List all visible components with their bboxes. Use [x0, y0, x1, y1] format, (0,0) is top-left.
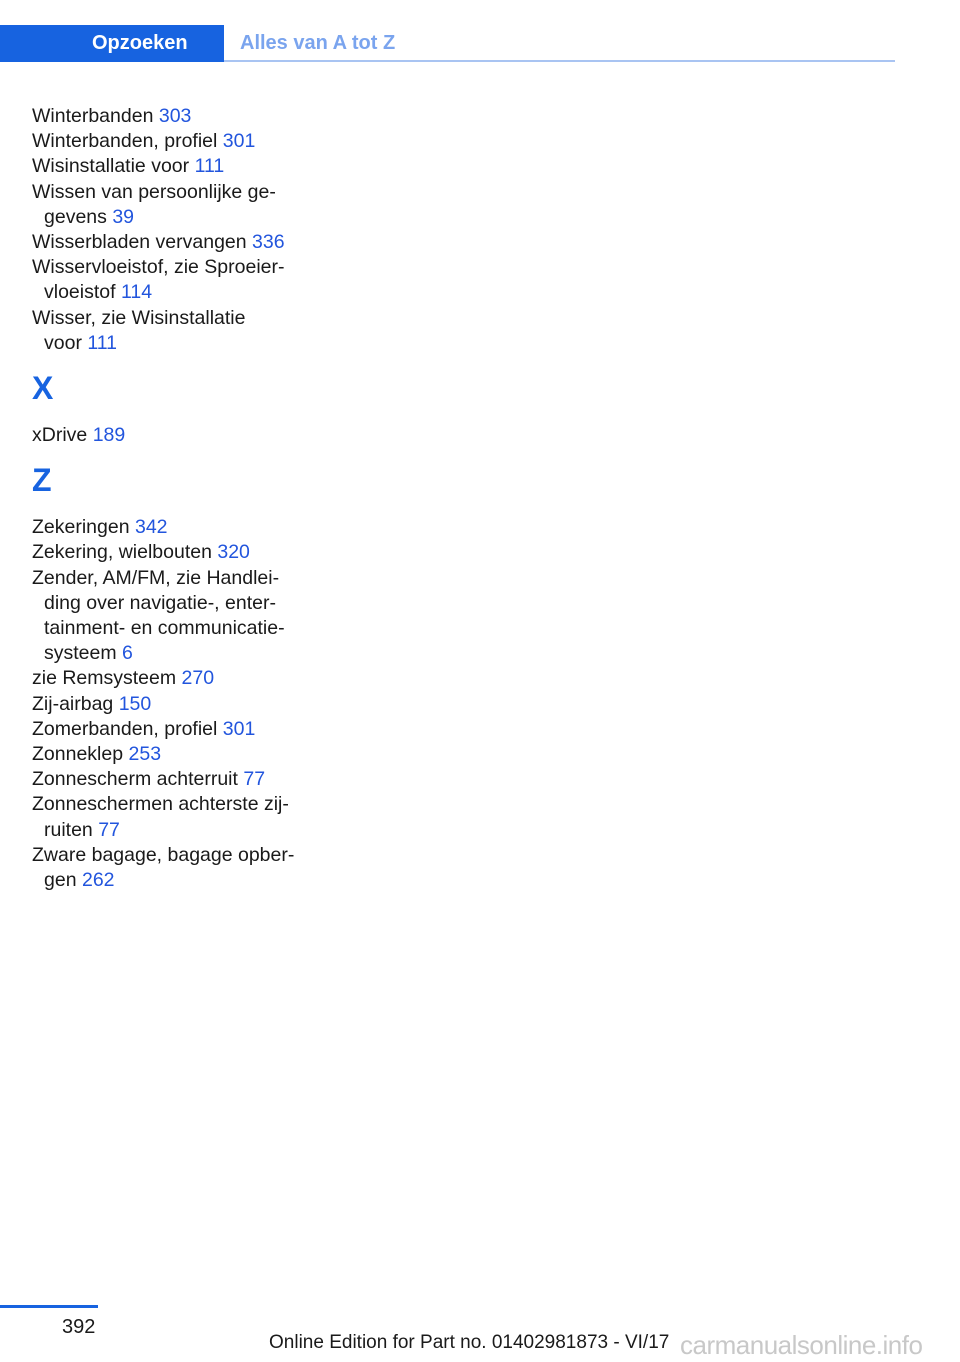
entry-term: Zonnescherm achterruit: [32, 768, 238, 791]
index-entry: [32, 129, 322, 154]
entry-term-line: ruiten: [44, 818, 93, 841]
index-entry: [32, 717, 322, 742]
index-entry: [32, 154, 322, 179]
index-entry: [32, 230, 322, 255]
page-link[interactable]: 253: [128, 743, 162, 766]
entry-term-line: gen: [44, 869, 77, 892]
index-entry: [32, 792, 322, 842]
entry-term-line: Wissen van persoonlijke ge-: [32, 180, 276, 203]
entry-term: Wisserbladen vervangen: [32, 231, 247, 254]
entry-term-line: tainment- en communicatie-: [44, 617, 285, 640]
entry-term: zie Remsysteem: [32, 667, 177, 690]
tab-opzoeken-label: Opzoeken: [92, 32, 188, 54]
entry-term: Zomerbanden, profiel: [32, 717, 218, 740]
page-link[interactable]: 301: [222, 717, 256, 740]
index-entry: [32, 423, 322, 448]
page-link[interactable]: 270: [181, 667, 215, 690]
entry-term-line: Zender, AM/FM, zie Handlei-: [32, 566, 280, 589]
entry-term: Zekering, wielbouten: [32, 541, 212, 564]
page-link[interactable]: 320: [217, 541, 250, 564]
tab-alles-label: Alles van A tot Z: [240, 32, 396, 54]
edition-text: Online Edition for Part no. 01402981873 - VI/17: [269, 1332, 670, 1353]
entry-term-line: systeem: [44, 642, 117, 665]
entry-term-line: Wisser, zie Wisinstallatie: [32, 306, 246, 329]
page-link[interactable]: 336: [252, 231, 285, 254]
page-link[interactable]: 303: [158, 105, 192, 127]
page-link[interactable]: 114: [120, 281, 153, 304]
entry-term-line: gevens: [44, 205, 107, 228]
entry-term: Winterbanden, profiel: [32, 130, 218, 153]
index-column: [32, 104, 322, 893]
entry-term-line: vloeistof: [44, 281, 116, 304]
page-link[interactable]: 342: [134, 516, 168, 539]
index-entry: [32, 104, 322, 129]
index-entry: [32, 515, 322, 540]
index-entry: [32, 666, 322, 691]
entry-term-line: Zonneschermen achterste zij-: [32, 793, 289, 816]
page-number: 392: [62, 1316, 96, 1338]
index-entry: [32, 692, 322, 717]
entry-term-line: voor: [44, 331, 82, 354]
page-link[interactable]: 77: [243, 768, 266, 791]
footer-accent-line: [0, 1305, 98, 1308]
index-entry: [32, 306, 322, 356]
index-entry: [32, 742, 322, 767]
entry-term: Winterbanden: [32, 105, 154, 127]
entry-term: Wisinstallatie voor: [32, 155, 190, 178]
page-link[interactable]: 77: [98, 818, 120, 841]
tab-opzoeken[interactable]: [0, 25, 224, 62]
page-link[interactable]: 111: [194, 155, 225, 178]
entry-term-line: Wisservloeistof, zie Sproeier-: [32, 256, 285, 279]
index-group-w: [32, 104, 322, 356]
index-group-z: [32, 515, 322, 893]
index-entry: [32, 566, 322, 667]
page-link[interactable]: 189: [92, 424, 126, 447]
header-divider: [224, 60, 895, 62]
index-entry: [32, 255, 322, 305]
entry-term: Zij-airbag: [32, 692, 114, 715]
entry-term: Zonneklep: [32, 743, 124, 766]
page-link[interactable]: 39: [112, 205, 135, 228]
page-link[interactable]: 111: [87, 331, 117, 354]
page-link[interactable]: 6: [122, 642, 133, 665]
chapter-header: [0, 25, 895, 62]
page-link[interactable]: 262: [81, 869, 115, 892]
index-letter-z: Z: [32, 462, 52, 499]
index-entry: [32, 767, 322, 792]
index-group-x: [32, 423, 322, 448]
index-entry: [32, 180, 322, 230]
entry-term-line: ding over navigatie-, enter-: [44, 591, 276, 614]
page-link[interactable]: 150: [118, 692, 152, 715]
page-link[interactable]: 301: [222, 130, 256, 153]
index-entry: [32, 843, 322, 893]
entry-term: Zekeringen: [32, 516, 130, 539]
entry-term-line: Zware bagage, bagage opber-: [32, 843, 295, 866]
entry-term: xDrive: [32, 424, 88, 447]
watermark: carmanualsonline.info: [680, 1330, 923, 1360]
tab-alles-van-a-tot-z[interactable]: [240, 25, 395, 62]
index-entry: [32, 540, 322, 565]
index-letter-x: X: [32, 370, 54, 407]
